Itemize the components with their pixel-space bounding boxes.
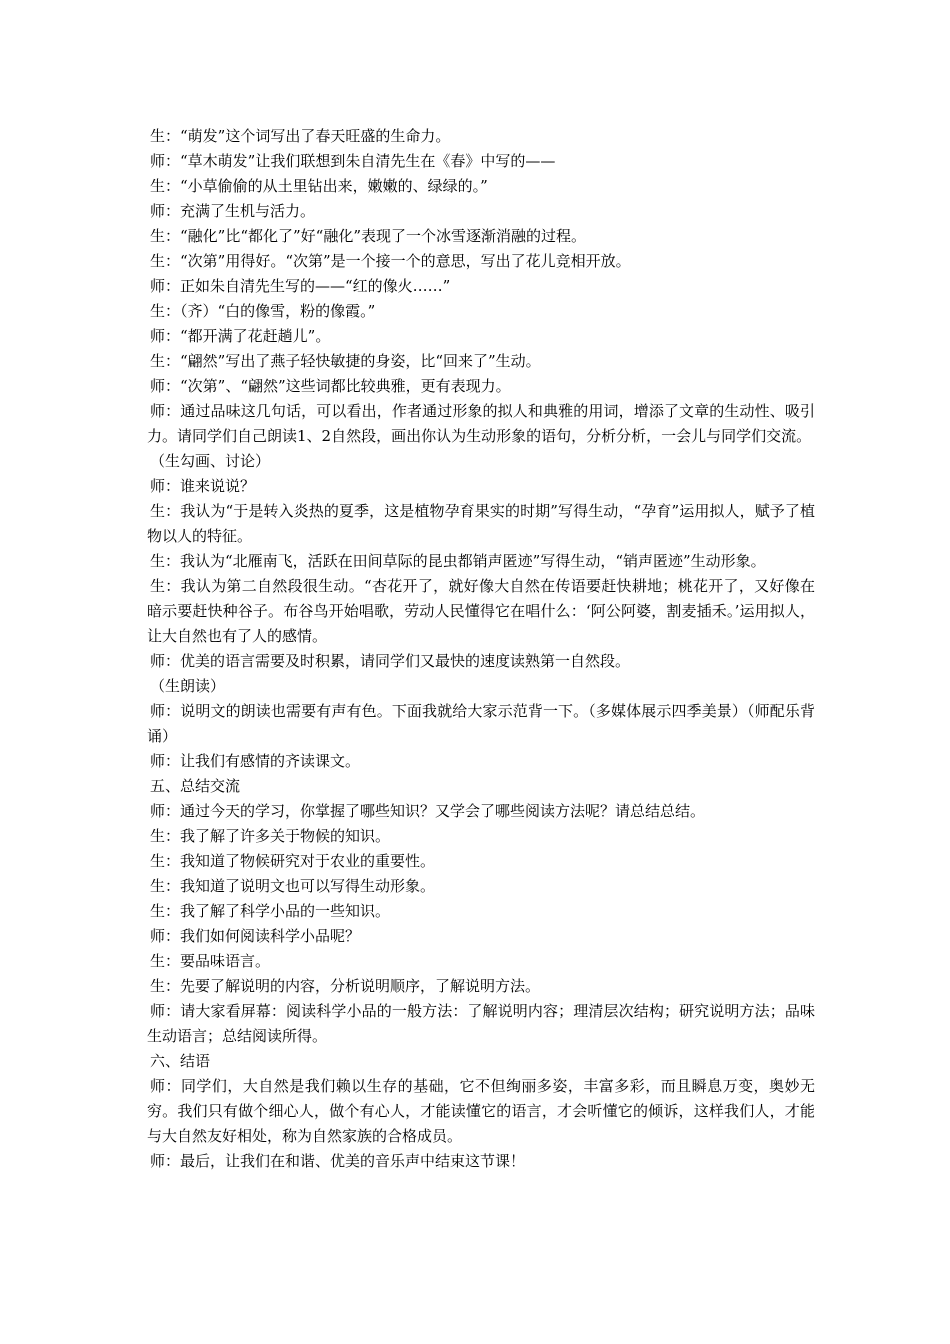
paragraph: 生：我认为“北雁南飞，活跃在田间草际的昆虫都销声匿迹”写得生动，“销声匿迹”生动形象。: [150, 552, 766, 570]
paragraph: 生：（齐）“白的像雪，粉的像霞。”: [150, 302, 376, 320]
paragraph: 师：正如朱自清先生写的——“红的像火……”: [150, 277, 451, 295]
paragraph: 师：最后，让我们在和谐、优美的音乐声中结束这节课！: [150, 1152, 526, 1170]
paragraph: 生：我了解了许多关于物候的知识。: [150, 827, 391, 845]
paragraph: 师：谁来说说？: [150, 477, 256, 495]
paragraph: 师：说明文的朗读也需要有声有色。下面我就给大家示范背一下。（多媒体展示四季美景）（师配乐背诵）: [147, 702, 815, 745]
section-heading: 六、结语: [150, 1052, 211, 1070]
paragraph: 师：“草木萌发”让我们联想到朱自清先生在《春》中写的——: [150, 152, 556, 170]
section-heading: 五、总结交流: [150, 777, 241, 795]
paragraph: 师：请大家看屏幕：阅读科学小品的一般方法：了解说明内容；理清层次结构；研究说明方法；品味生动语言；总结阅读所得。: [147, 1002, 815, 1045]
document-body: [147, 124, 815, 1174]
paragraph: 生：我认为第二自然段很生动。“杏花开了，就好像大自然在传语要赶快耕地；桃花开了，又好像在暗示要赶快种谷子。布谷鸟开始唱歌，劳动人民懂得它在唱什么：‘阿公阿婆，割麦插禾。’运用拟人，让大自然也有了人的感情。: [147, 577, 815, 645]
paragraph: 师：优美的语言需要及时积累，请同学们又最快的速度读熟第一自然段。: [150, 652, 631, 670]
paragraph: 师：“次第”、“翩然”这些词都比较典雅，更有表现力。: [150, 377, 511, 395]
paragraph: 生：先要了解说明的内容，分析说明顺序，了解说明方法。: [150, 977, 541, 995]
paragraph: （生朗读）: [150, 677, 226, 695]
paragraph: 师：让我们有感情的齐读课文。: [150, 752, 361, 770]
paragraph: 师：通过今天的学习，你掌握了哪些知识？又学会了哪些阅读方法呢？请总结总结。: [150, 802, 706, 820]
paragraph: 师：通过品味这几句话，可以看出，作者通过形象的拟人和典雅的用词，增添了文章的生动性、吸引力。请同学们自己朗读1、2自然段，画出你认为生动形象的语句，分析分析，一会儿与同学们交流。: [147, 402, 815, 445]
paragraph: 生：“融化”比“都化了”好“融化”表现了一个冰雪逐渐消融的过程。: [150, 227, 587, 245]
paragraph: 师：我们如何阅读科学小品呢？: [150, 927, 361, 945]
paragraph: 生：要品味语言。: [150, 952, 271, 970]
paragraph: 师：同学们，大自然是我们赖以生存的基础，它不但绚丽多姿，丰富多彩，而且瞬息万变，奥妙无穷。我们只有做个细心人，做个有心人，才能读懂它的语言，才会听懂它的倾诉，这样我们人，才能与大自然友好相处，称为自然家族的合格成员。: [147, 1077, 815, 1145]
paragraph: 师：“都开满了花赶趟儿”。: [150, 327, 331, 345]
paragraph: 生：我知道了说明文也可以写得生动形象。: [150, 877, 436, 895]
paragraph: 生：我认为“于是转入炎热的夏季，这是植物孕育果实的时期”写得生动，“孕育”运用拟人，赋予了植物以人的特征。: [147, 502, 815, 545]
paragraph: 生：我了解了科学小品的一些知识。: [150, 902, 391, 920]
paragraph: 生：“小草偷偷的从土里钻出来，嫩嫩的、绿绿的。”: [150, 177, 488, 195]
paragraph: （生勾画、讨论）: [150, 452, 271, 470]
paragraph: 师：充满了生机与活力。: [150, 202, 316, 220]
paragraph: 生：“次第”用得好。“次第”是一个接一个的意思，写出了花儿竞相开放。: [150, 252, 631, 270]
paragraph: 生：我知道了物候研究对于农业的重要性。: [150, 852, 436, 870]
paragraph: 生：“翩然”写出了燕子轻快敏捷的身姿，比“回来了”生动。: [150, 352, 541, 370]
paragraph: 生：“萌发”这个词写出了春天旺盛的生命力。: [150, 127, 451, 145]
